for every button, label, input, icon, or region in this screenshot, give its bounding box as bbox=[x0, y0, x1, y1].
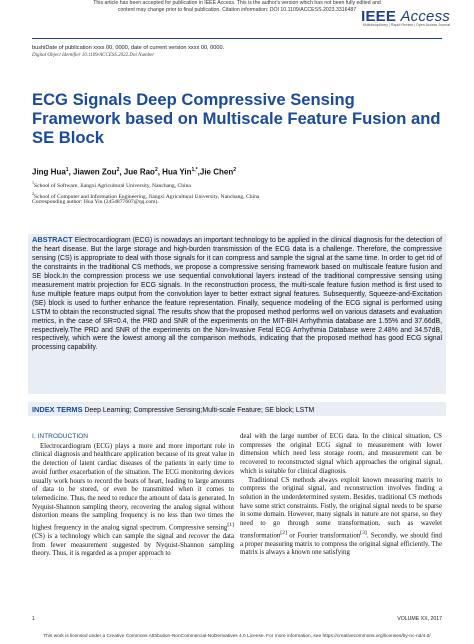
logo-access: Access bbox=[400, 8, 450, 25]
paragraph bbox=[240, 477, 442, 559]
publication-meta bbox=[32, 44, 224, 60]
author-name: ,Jie Chen bbox=[197, 167, 234, 177]
citation: [2] bbox=[280, 529, 287, 536]
author-sup: 1,* bbox=[191, 167, 198, 173]
author-name: Jing Hua bbox=[32, 167, 66, 177]
author-sup: 1 bbox=[65, 167, 69, 173]
logo-ieee: IEEE bbox=[361, 8, 397, 25]
volume-label: VOLUME XX, 2017 bbox=[397, 616, 442, 622]
paragraph-text: Electrocardiogram (ECG) plays a more and more important role in clinical diagnosis and healthcare application because of its great value in the detection of latent cardiac diseases of the patients in early time to avoid further exacerbation of the situation. The ECG monitoring devices usually work hours to record the beats of heart, leading to large amounts of data to be stored, or even be transmitted when it comes to telemedicine. Thus, the need to reduce the amount of data is generated. In Nyquist-Shannon sampling theory, recovering the analog signal without distortion means the sampling frequency is no less than two times the highest frequency in the analog signal spectrum. Compressive sensing bbox=[32, 442, 234, 532]
page-number: 1 bbox=[32, 616, 35, 622]
doi-line: Digital Object Identifier 10.1109/ACCESS.2022.Doi Number bbox=[32, 53, 155, 58]
affiliation-text: School of Computer and Information Engineering, Jiangxi Agricultural University, Nanchang, China bbox=[34, 194, 260, 201]
abstract-text: Electrocardiogram (ECG) is nowadays an important technology to be applied in the clinical diagnosis for the detection of the heart disease. But the large storage and high-burden transmission of the ECG data is a challenge. Therefore, the compressive sensing (CS) is appropriate to deal with those signals for it can compress and sample the signal at the same time. In order to get rid of the constraints in the traditional CS methods, we propose a compressive sensing framework based on multiscale feature fusion and SE block.In the compression process we use sequential convolutional layers instead of the traditional compressive sensing using measurement matrix projection for ECG signals. In the reconstruction process, the multi-scale feature fusion method is first used to fuse multiple feature maps output from the convolution layer to better extract signal features. Subsequently, Squeeze-and-Excitation (SE) block is used to further enhance the feature representation. Finally, sequence modeling of the ECG signal is performed using LSTM to obtain the reconstructed signal. The results show that the proposed method performs well on various datasets and evaluation metrics, in the case of SR=0.4, the PRD and SNR of the experiments on the MIT-BIH Arrhythmia database are 1.55% and 37.66dB, respectively.The PRD and SNR of the experiments on the Non-Invasive Fetal ECG Arrhythmia Database were 2.48% and 34.57dB, respectively, which were the lowest among all the comparison methods, indicating that the proposed method has good ECG signal processing capability. bbox=[32, 237, 442, 352]
affiliation-sup: 1 bbox=[32, 180, 34, 185]
header-divider bbox=[32, 38, 442, 39]
citation: [1] bbox=[227, 522, 234, 529]
logo-tagline: Multidisciplinary | Rapid Review | Open Access Journal bbox=[362, 23, 450, 27]
journal-logo bbox=[361, 8, 450, 27]
paragraph-text: Traditional CS methods always exploit known measuring matrix to compress the original signal, and reconstruction involves finding a solution in the underdetermined system. Besides, traditional CS methods have some strict constraints. Fistly, the original signal needs to be sparse in some domain. However, many signals in nature are not sparse, so they need to go through some transformation, such as wavelet transformation bbox=[240, 476, 442, 540]
index-terms-label: INDEX TERMS bbox=[32, 405, 83, 414]
author-name: , Jiawen Zou bbox=[68, 167, 117, 177]
top-notice-line2: content may change prior to final publication. Citation information: DOI 10.1109/ACCESS.2023.3316487 bbox=[117, 7, 357, 13]
publication-dates: bushiDate of publication xxxx 00, 0000, date of current version xxxx 00, 0000. bbox=[32, 45, 225, 51]
index-terms bbox=[32, 405, 314, 414]
abstract-label: ABSTRACT bbox=[32, 235, 73, 244]
author-sup: 2 bbox=[154, 167, 158, 173]
body-column-left bbox=[32, 433, 234, 559]
paragraph-text: . Secondly, we should find a proper measuring matrix to compress the original signal efficiently. The matrix is always a known one satisfying bbox=[240, 532, 442, 557]
author-sup: 2 bbox=[233, 167, 236, 173]
top-notice-line1: This article has been accepted for publication in IEEE Access. This is the author's version which has not been fully edited and bbox=[93, 0, 381, 6]
index-terms-text: Deep Learning; Compressive Sensing;Multi-scale Feature; SE block; LSTM bbox=[84, 407, 315, 414]
author-sup: 2 bbox=[116, 167, 120, 173]
affiliation-text: School of Software, Jiangxi Agricultural University, Nanchang, China bbox=[34, 182, 191, 189]
paragraph-text: (CS) is a technology which can sample the signal and recover the data from fewer measurement suggested by Nyquist-Shannon sampling theory. Thus, it is regarded as a proper approach to bbox=[32, 533, 234, 558]
paragraph: deal with the large number of ECG data. In the clinical situation, CS compresses the original ECG signal to measurement with lower dimension which need less storage room, and measurement can be recovered to reconstructed signal which approaches the original signal, which is suitable for clinical diagnosis. bbox=[240, 433, 442, 475]
affiliation-line bbox=[32, 179, 259, 190]
abstract bbox=[32, 236, 442, 353]
author-name: , Hua Yin bbox=[157, 167, 192, 177]
body-column-right bbox=[240, 433, 442, 558]
author-name: , Jue Rao bbox=[119, 167, 155, 177]
section-heading: I. INTRODUCTION bbox=[32, 433, 89, 440]
citation: [3] bbox=[360, 529, 367, 536]
license-notice: This work is licensed under a Creative Commons Attribution-NonCommercial-NoDerivatives 4.0 License. For more information, see https://creativecommons.org/licenses/by-nc-nd/4.0/ bbox=[43, 634, 431, 639]
author-list bbox=[32, 167, 236, 177]
corresponding-author: Corresponding author: Hua Yin (2454877607@qq.com). bbox=[32, 199, 159, 205]
paper-title: ECG Signals Deep Compressive Sensing Framework based on Multiscale Feature Fusion and SE Block bbox=[32, 90, 441, 147]
affiliation-sup: 2 bbox=[32, 191, 34, 197]
paragraph-text: or Fourier transformation bbox=[286, 532, 361, 540]
paragraph bbox=[32, 443, 234, 559]
